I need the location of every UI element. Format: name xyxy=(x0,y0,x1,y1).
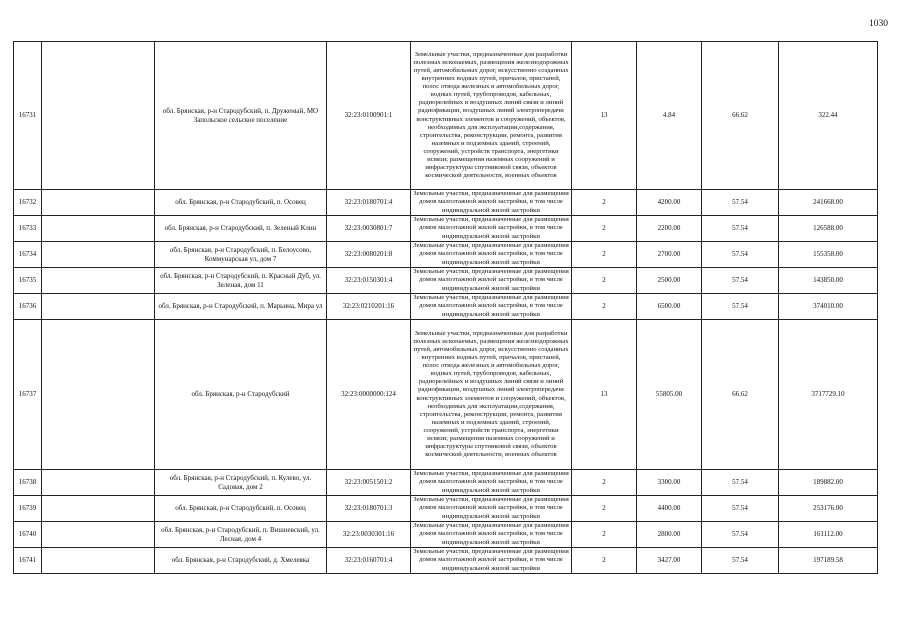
address-cell: обл. Брянская, р-н Стародубский, п. Вишневский, ул. Лесная, дом 4 xyxy=(155,522,327,548)
cadastral-value-cell: 197189.58 xyxy=(779,548,878,574)
blank-cell xyxy=(42,242,155,268)
group-code-cell: 2 xyxy=(572,522,637,548)
row-number-cell: 16740 xyxy=(14,522,42,548)
land-use-purpose-cell: Земельные участки, предназначенные для размещения домов малоэтажной жилой застройки, в том числе индивидуальной жилой застройки xyxy=(411,294,572,320)
address-cell: обл. Брянская, р-н Стародубский, п. Осовец xyxy=(155,496,327,522)
cadastral-value-cell: 253176.00 xyxy=(779,496,878,522)
group-code-cell: 2 xyxy=(572,496,637,522)
group-code-cell: 2 xyxy=(572,242,637,268)
cadastral-number-cell: 32:23:0150301:4 xyxy=(327,268,411,294)
blank-cell xyxy=(42,496,155,522)
cadastral-number-cell: 32:23:0100901:1 xyxy=(327,42,411,190)
blank-cell xyxy=(42,294,155,320)
cadastral-number-cell: 32:23:0160701:4 xyxy=(327,548,411,574)
address-cell: обл. Брянская, р-н Стародубский, п. Кулево, ул. Садовая, дом 2 xyxy=(155,470,327,496)
group-code-cell: 2 xyxy=(572,470,637,496)
table-body xyxy=(14,42,878,574)
table-row xyxy=(14,42,878,190)
address-cell: обл. Брянская, р-н Стародубский xyxy=(155,320,327,470)
area-cell: 3427.00 xyxy=(637,548,702,574)
specific-value-cell: 57.54 xyxy=(702,268,779,294)
blank-cell xyxy=(42,268,155,294)
cadastral-value-cell: 143850.00 xyxy=(779,268,878,294)
area-cell: 3300.00 xyxy=(637,470,702,496)
blank-cell xyxy=(42,470,155,496)
row-number-cell: 16739 xyxy=(14,496,42,522)
area-cell: 4400.00 xyxy=(637,496,702,522)
specific-value-cell: 57.54 xyxy=(702,216,779,242)
row-number-cell: 16738 xyxy=(14,470,42,496)
specific-value-cell: 57.54 xyxy=(702,548,779,574)
row-number-cell: 16733 xyxy=(14,216,42,242)
row-number-cell: 16732 xyxy=(14,190,42,216)
table-row xyxy=(14,320,878,470)
blank-cell xyxy=(42,522,155,548)
table-row xyxy=(14,496,878,522)
land-use-purpose-cell: Земельные участки, предназначенные для размещения домов малоэтажной жилой застройки, в том числе индивидуальной жилой застройки xyxy=(411,496,572,522)
group-code-cell: 13 xyxy=(572,42,637,190)
cadastral-value-table xyxy=(13,41,878,574)
address-cell: обл. Брянская, р-н Стародубский, п. Красный Дуб, ул. Зеленая, дом 11 xyxy=(155,268,327,294)
address-cell: обл. Брянская, р-н Стародубский, п. Марьина, Мира ул xyxy=(155,294,327,320)
page-number: 1030 xyxy=(869,19,888,29)
table-row xyxy=(14,190,878,216)
table-row xyxy=(14,294,878,320)
cadastral-number-cell: 32:23:0210201:16 xyxy=(327,294,411,320)
cadastral-value-cell: 155358.00 xyxy=(779,242,878,268)
specific-value-cell: 57.54 xyxy=(702,294,779,320)
table-row xyxy=(14,522,878,548)
specific-value-cell: 57.54 xyxy=(702,190,779,216)
area-cell: 4200.00 xyxy=(637,190,702,216)
cadastral-value-cell: 241668.00 xyxy=(779,190,878,216)
cadastral-number-cell: 32:23:0051501:2 xyxy=(327,470,411,496)
specific-value-cell: 57.54 xyxy=(702,496,779,522)
row-number-cell: 16735 xyxy=(14,268,42,294)
area-cell: 6500.00 xyxy=(637,294,702,320)
row-number-cell: 16734 xyxy=(14,242,42,268)
table-row xyxy=(14,470,878,496)
address-cell: обл. Брянская, р-н Стародубский, д. Хмелевка xyxy=(155,548,327,574)
cadastral-number-cell: 32:23:0080201:8 xyxy=(327,242,411,268)
cadastral-number-cell: 32:23:0000000:124 xyxy=(327,320,411,470)
blank-cell xyxy=(42,216,155,242)
land-use-purpose-cell: Земельные участки, предназначенные для размещения домов малоэтажной жилой застройки, в том числе индивидуальной жилой застройки xyxy=(411,470,572,496)
group-code-cell: 2 xyxy=(572,268,637,294)
group-code-cell: 2 xyxy=(572,294,637,320)
land-use-purpose-cell: Земельные участки, предназначенные для размещения домов малоэтажной жилой застройки, в том числе индивидуальной жилой застройки xyxy=(411,522,572,548)
specific-value-cell: 57.54 xyxy=(702,522,779,548)
land-use-purpose-cell: Земельные участки, предназначенные для размещения домов малоэтажной жилой застройки, в том числе индивидуальной жилой застройки xyxy=(411,242,572,268)
cadastral-number-cell: 32:23:0030801:7 xyxy=(327,216,411,242)
group-code-cell: 2 xyxy=(572,216,637,242)
specific-value-cell: 66.62 xyxy=(702,320,779,470)
table-row xyxy=(14,548,878,574)
land-use-purpose-cell: Земельные участки, предназначенные для размещения домов малоэтажной жилой застройки, в том числе индивидуальной жилой застройки xyxy=(411,216,572,242)
cadastral-value-cell: 374010.00 xyxy=(779,294,878,320)
group-code-cell: 13 xyxy=(572,320,637,470)
blank-cell xyxy=(42,320,155,470)
cadastral-number-cell: 32:23:0030301:16 xyxy=(327,522,411,548)
land-use-purpose-cell: Земельные участки, предназначенные для разработки полезных ископаемых, размещения железнодорожных путей, автомобильных дорог, искусственно созданных внутренних водных путей, причалов, пристаней, полос отвода железных и автомобильных дорог, водных путей, трубопроводов, кабельных, радиорелейных и воздушных линий связи и линий радиофикации, воздушных линий электропередачи конструктивных элементов и сооружений, объектов, необходимых для эксплуатации,содержания, строительства, реконструкции, ремонта, развития наземных и подземных зданий, строений, сооружений, устройств транспорта, энергетики исвязи; размещения наземных сооружений и инфраструктуры спутниковой связи, объектов космической деятельности, военных объектов xyxy=(411,42,572,190)
table-row xyxy=(14,242,878,268)
area-cell: 2700.00 xyxy=(637,242,702,268)
cadastral-number-cell: 32:23:0180701:4 xyxy=(327,190,411,216)
area-cell: 4.84 xyxy=(637,42,702,190)
land-use-purpose-cell: Земельные участки, предназначенные для разработки полезных ископаемых, размещения железнодорожных путей, автомобильных дорог, искусственно созданных внутренних водных путей, причалов, пристаней, полос отвода железных и автомобильных дорог, водных путей, трубопроводов, кабельных, радиорелейных и воздушных линий связи и линий радиофикации, воздушных линий электропередачи конструктивных элементов и сооружений, объектов, необходимых для эксплуатации,содержания, строительства, реконструкции, ремонта, развития наземных и подземных зданий, строений, сооружений, устройств транспорта, энергетики исвязи; размещения наземных сооружений и инфраструктуры спутниковой связи, объектов космической деятельности, военных объектов xyxy=(411,320,572,470)
area-cell: 2500.00 xyxy=(637,268,702,294)
cadastral-value-cell: 322.44 xyxy=(779,42,878,190)
specific-value-cell: 66.62 xyxy=(702,42,779,190)
land-use-purpose-cell: Земельные участки, предназначенные для размещения домов малоэтажной жилой застройки, в том числе индивидуальной жилой застройки xyxy=(411,190,572,216)
land-use-purpose-cell: Земельные участки, предназначенные для размещения домов малоэтажной жилой застройки, в том числе индивидуальной жилой застройки xyxy=(411,548,572,574)
address-cell: обл. Брянская, р-н Стародубский, п. Осовец xyxy=(155,190,327,216)
cadastral-value-cell: 161112.00 xyxy=(779,522,878,548)
address-cell: обл. Брянская, р-н Стародубский, п. Друженый, МО Запольское сельское поселение xyxy=(155,42,327,190)
table-row xyxy=(14,216,878,242)
group-code-cell: 2 xyxy=(572,190,637,216)
group-code-cell: 2 xyxy=(572,548,637,574)
cadastral-number-cell: 32:23:0180701:3 xyxy=(327,496,411,522)
cadastral-value-cell: 3717729.10 xyxy=(779,320,878,470)
specific-value-cell: 57.54 xyxy=(702,242,779,268)
row-number-cell: 16737 xyxy=(14,320,42,470)
row-number-cell: 16736 xyxy=(14,294,42,320)
cadastral-value-cell: 126588.00 xyxy=(779,216,878,242)
row-number-cell: 16741 xyxy=(14,548,42,574)
land-use-purpose-cell: Земельные участки, предназначенные для размещения домов малоэтажной жилой застройки, в том числе индивидуальной жилой застройки xyxy=(411,268,572,294)
address-cell: обл. Брянская, р-н Стародубский, п. Зеленый Клин xyxy=(155,216,327,242)
cadastral-value-cell: 189882.00 xyxy=(779,470,878,496)
area-cell: 2800.00 xyxy=(637,522,702,548)
area-cell: 2200.00 xyxy=(637,216,702,242)
table-row xyxy=(14,268,878,294)
blank-cell xyxy=(42,548,155,574)
specific-value-cell: 57.54 xyxy=(702,470,779,496)
address-cell: обл. Брянская, р-н Стародубский, п. Белоусово, Коммунарская ул, дом 7 xyxy=(155,242,327,268)
row-number-cell: 16731 xyxy=(14,42,42,190)
area-cell: 55805.00 xyxy=(637,320,702,470)
blank-cell xyxy=(42,42,155,190)
blank-cell xyxy=(42,190,155,216)
